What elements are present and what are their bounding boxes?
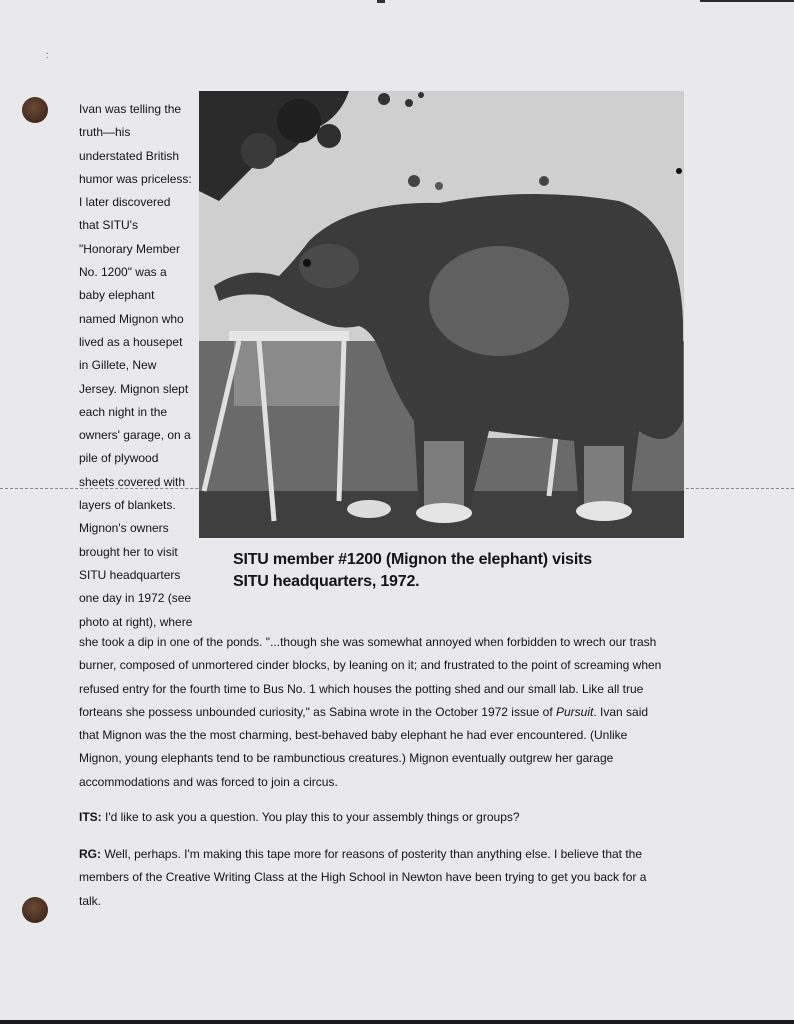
page-edge-mark	[700, 0, 794, 2]
body-line	[79, 701, 689, 724]
body-text-fragment: forteans she possess unbounded curiosity," as Sabina wrote in the October 1972 issue of	[79, 704, 556, 719]
body-line: that Mignon was the the most charming, best-behaved baby elephant he had ever encountered. (Unlike	[79, 728, 628, 743]
body-paragraph	[79, 631, 689, 794]
sidebar-line: baby elephant	[79, 288, 155, 303]
page-edge-mark	[0, 1020, 794, 1024]
publication-title: Pursuit	[556, 704, 594, 719]
sidebar-text-column	[79, 98, 201, 634]
sidebar-line: owners' garage, on a	[79, 428, 191, 443]
binder-hole-top	[22, 97, 48, 123]
body-line: accommodations and was forced to join a circus.	[79, 774, 338, 789]
body-line: she took a dip in one of the ponds. "...though she was somewhat annoyed when forbidden to wrech our trash	[79, 635, 657, 649]
sidebar-line: brought her to visit	[79, 544, 178, 559]
body-line: Mignon, young elephants tend to be rambunctious creatures.) Mignon eventually outgrew her garage	[79, 751, 614, 766]
sidebar-line: named Mignon who	[79, 311, 184, 326]
speaker-label: RG:	[79, 847, 101, 861]
sidebar-line: Jersey. Mignon slept	[79, 381, 189, 396]
sidebar-line: SITU headquarters	[79, 567, 181, 582]
sidebar-line: humor was priceless:	[79, 171, 192, 186]
its-paragraph	[79, 806, 689, 829]
sidebar-line: truth—his	[79, 125, 131, 140]
sidebar-line: I later discovered	[79, 195, 171, 210]
binder-hole-bottom	[22, 897, 48, 923]
body-line: members of the Creative Writing Class at the High School in Newton have been trying to get you back for a	[79, 870, 647, 885]
sidebar-line: pile of plywood	[79, 451, 159, 466]
sidebar-line: lived as a housepet	[79, 334, 183, 349]
sidebar-line: photo at right), where	[79, 614, 193, 629]
page-edge-mark	[377, 0, 385, 3]
body-text-fragment: I'd like to ask you a question. You play this to your assembly things or groups?	[101, 810, 520, 824]
body-text-fragment: . Ivan said	[593, 704, 649, 719]
sidebar-line: layers of blankets.	[79, 498, 176, 513]
sidebar-line: one day in 1972 (see	[79, 591, 192, 606]
body-line	[79, 806, 689, 829]
elephant-photo	[199, 91, 684, 538]
body-text-fragment: Well, perhaps. I'm making this tape more for reasons of posterity than anything else. I believe that the	[101, 847, 643, 861]
body-line: burner, composed of unmortered cinder blocks, by leaning on it; and frustrated to the point of screaming when	[79, 658, 662, 673]
speaker-label: ITS:	[79, 810, 102, 824]
caption-line: SITU member #1200 (Mignon the elephant) visits	[233, 551, 592, 568]
sidebar-line: in Gillete, New	[79, 358, 157, 373]
sidebar-line: that SITU's	[79, 218, 138, 233]
sidebar-line: No. 1200" was a	[79, 265, 167, 280]
stray-mark: :	[46, 50, 49, 60]
body-line	[79, 843, 689, 866]
rg-paragraph	[79, 843, 689, 913]
photo-caption	[233, 549, 673, 593]
caption-line: SITU headquarters, 1972.	[233, 573, 420, 590]
body-line: refused entry for the fourth time to Bus No. 1 which houses the potting shed and our small lab. Like all true	[79, 681, 644, 696]
sidebar-line: sheets covered with	[79, 474, 186, 489]
sidebar-line: Ivan was telling the	[79, 102, 182, 116]
sidebar-line: understated British	[79, 148, 180, 163]
sidebar-line: "Honorary Member	[79, 241, 180, 256]
sidebar-line: each night in the	[79, 404, 168, 419]
sidebar-line: Mignon's owners	[79, 521, 169, 536]
body-line: talk.	[79, 893, 102, 908]
